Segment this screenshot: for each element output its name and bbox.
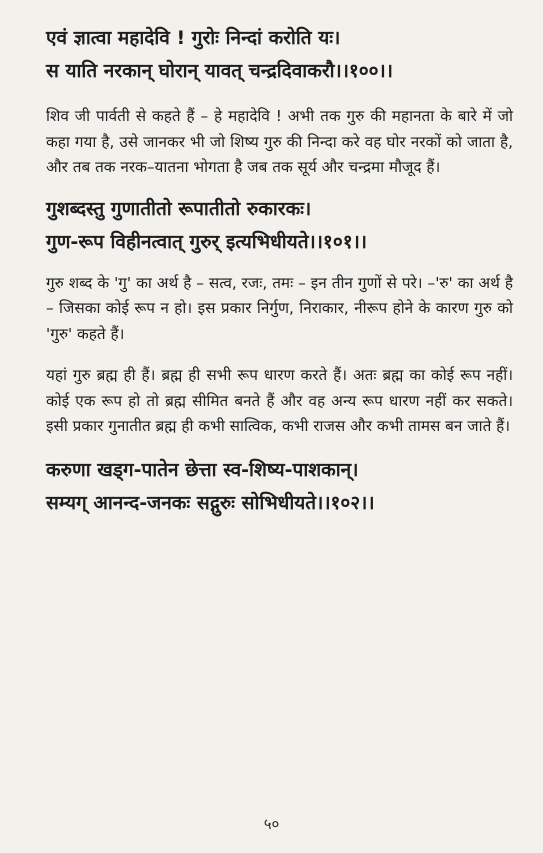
shloka-100: [46, 22, 513, 88]
shloka-101: [46, 193, 513, 259]
explanation-text: शिव जी पार्वती से कहते हैं – हे महादेवि ! अभी तक गुरु की महानता के बारे में जो कहा गया है, उसे जानकर भी जो शिष्य गुरु की निन्दा करे वह घोर नरकों को जाता है, और तब तक नरक–यातना भोगता है जब तक सूर्य और चन्द्रमा मौजूद हैं।: [46, 107, 513, 176]
shloka-line: गुण-रूप विहीनत्वात् गुरुर् इत्यभिधीयते।।१०१।।: [46, 230, 367, 253]
shloka-line: स याति नरकान् घोरान् यावत् चन्द्रदिवाकरौ।।१००।।: [46, 60, 393, 82]
shloka-102: [46, 454, 513, 520]
explanation-paragraph: [46, 104, 513, 181]
explanation-text: यहां गुरु ब्रह्म ही हैं। ब्रह्म ही सभी रूप धारण करते हैं। अतः ब्रह्म का कोई रूप नहीं। कोई एक रूप हो तो ब्रह्म सीमित बनते हैं और वह अन्य रूप धारण नहीं कर सकते। इसी प्रकार गुनातीत ब्रह्म ही कभी सात्विक, कभी राजस और कभी तामस बन जाते हैं।: [46, 366, 513, 435]
explanation-paragraph: [46, 271, 513, 348]
shloka-line: गुशब्दस्तु गुणातीतो रूपातीतो रुकारकः।: [46, 197, 312, 220]
shloka-line: करुणा खड्ग-पातेन छेत्ता स्व-शिष्य-पाशकान्।: [46, 458, 359, 481]
shloka-line: एवं ज्ञात्वा महादेवि ! गुरोः निन्दां करोति यः।: [46, 27, 341, 49]
explanation-text: गुरु शब्द के 'गु' का अर्थ है – सत्व, रजः, तमः – इन तीन गुणों से परे। –'रु' का अर्थ है – जिसका कोई रूप न हो। इस प्रकार निर्गुण, निराकार, नीरूप होने के कारण गुरु को 'गुरु' कहते हैं।: [46, 273, 513, 343]
shloka-line: सम्यग् आनन्द-जनकः सद्गुरुः सोभिधीयते।।१०२।।: [46, 491, 375, 514]
explanation-paragraph: [46, 363, 513, 440]
page-number: ५०: [263, 815, 280, 833]
